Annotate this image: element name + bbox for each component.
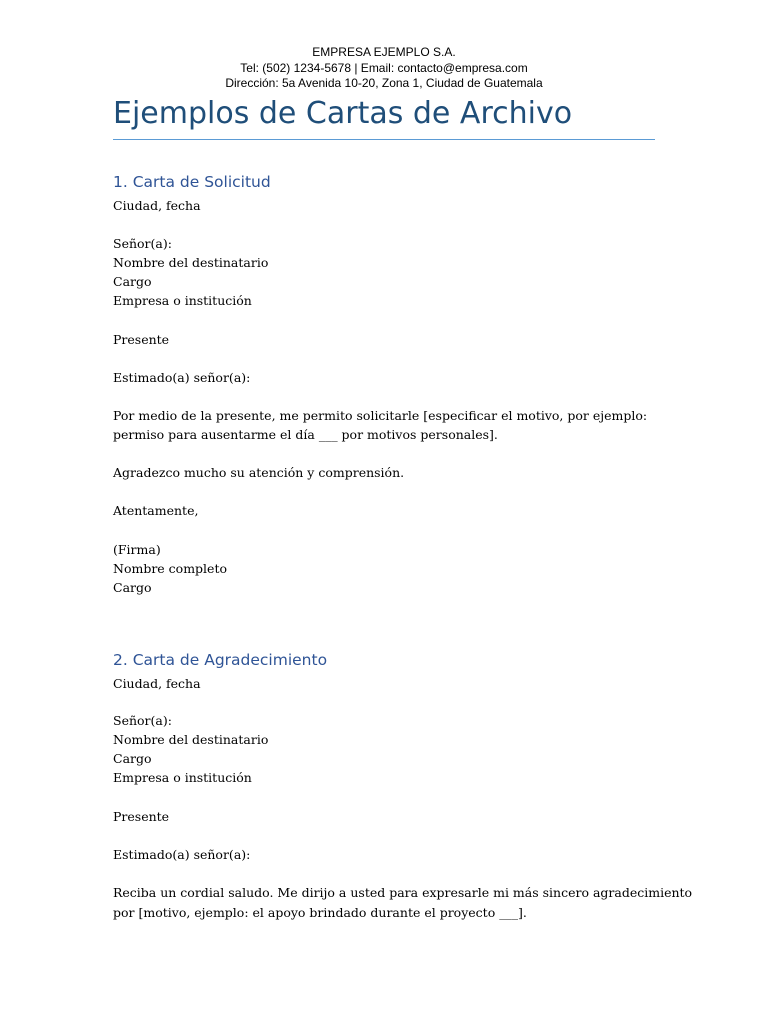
body-line: Reciba un cordial saludo. Me dirijo a usted para expresarle mi más sincero agradecimiento: [113, 885, 693, 900]
body-line: Nombre completo: [113, 561, 227, 576]
document-title: Ejemplos de Cartas de Archivo: [113, 96, 573, 131]
body-line: Estimado(a) señor(a):: [113, 370, 251, 385]
section-heading-agradecimiento: 2. Carta de Agradecimiento: [113, 651, 328, 669]
title-underline: [113, 139, 655, 140]
body-line: Ciudad, fecha: [113, 676, 201, 691]
body-line: Ciudad, fecha: [113, 198, 201, 213]
body-line: Señor(a):: [113, 713, 172, 728]
body-line: Por medio de la presente, me permito solicitarle [especificar el motivo, por ejemplo:: [113, 408, 648, 423]
body-line: Nombre del destinatario: [113, 732, 269, 747]
body-line: Señor(a):: [113, 236, 172, 251]
letterhead: [0, 45, 768, 92]
company-address: Dirección: 5a Avenida 10-20, Zona 1, Ciudad de Guatemala: [225, 76, 543, 90]
body-line: Cargo: [113, 274, 152, 289]
body-line: Atentamente,: [113, 503, 199, 518]
body-line: Nombre del destinatario: [113, 255, 269, 270]
body-line: Empresa o institución: [113, 770, 252, 785]
body-line: Presente: [113, 332, 170, 347]
body-line: Cargo: [113, 580, 152, 595]
company-name: EMPRESA EJEMPLO S.A.: [312, 45, 456, 59]
section-heading-solicitud: 1. Carta de Solicitud: [113, 173, 271, 191]
body-line: Agradezco mucho su atención y comprensión.: [113, 465, 405, 480]
body-line: por [motivo, ejemplo: el apoyo brindado durante el proyecto ___].: [113, 905, 527, 920]
body-line: Cargo: [113, 751, 152, 766]
body-line: Estimado(a) señor(a):: [113, 847, 251, 862]
body-line: (Firma): [113, 542, 161, 557]
company-contact: Tel: (502) 1234-5678 | Email: contacto@empresa.com: [240, 60, 528, 75]
body-line: Empresa o institución: [113, 293, 252, 308]
body-line: permiso para ausentarme el día ___ por motivos personales].: [113, 427, 498, 442]
body-line: Presente: [113, 809, 170, 824]
